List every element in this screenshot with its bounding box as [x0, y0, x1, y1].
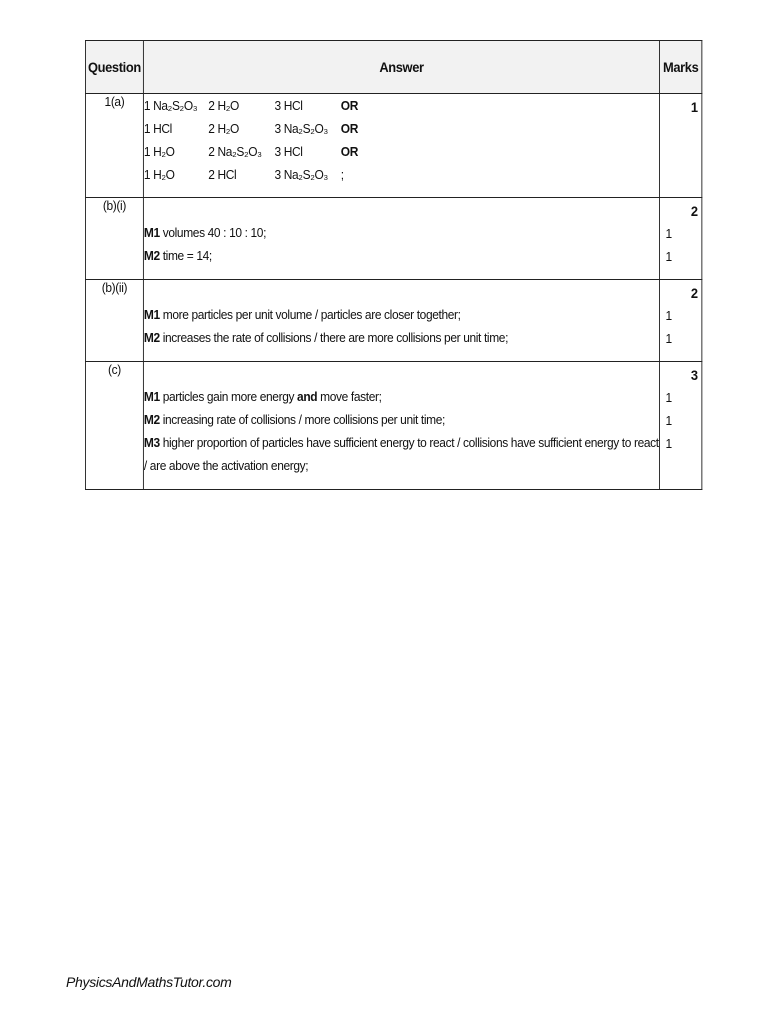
question-number: (b)(i) [85, 198, 143, 280]
point-mark: 1 [665, 436, 672, 451]
marking-point: M1 particles gain more energy and move faster; [143, 389, 382, 404]
question-column-header: Question [85, 41, 143, 94]
marking-point: M3 higher proportion of particles have sufficient energy to react / collisions have sufficient energy to react / are above the activation energy; [143, 435, 659, 473]
marks-column-header: Marks [660, 41, 702, 94]
question-number: (c) [85, 362, 143, 490]
total-marks: 1 [690, 99, 698, 115]
point-mark: 1 [665, 249, 672, 264]
table-row-1c [85, 362, 701, 490]
equation-option: 1 HCl 2 H₂O 3 Na₂S₂O₃ OR [143, 121, 358, 136]
total-marks: 2 [690, 203, 698, 219]
marking-point: M2 increases the rate of collisions / there are more collisions per unit time; [143, 330, 509, 345]
marks-cell [660, 94, 702, 198]
point-mark: 1 [665, 390, 672, 405]
answer-cell [143, 362, 659, 490]
marks-cell [660, 280, 702, 362]
point-mark: 1 [665, 308, 672, 323]
table-row-1a [85, 94, 701, 198]
mark-scheme-table [85, 40, 702, 490]
site-footer: PhysicsAndMathsTutor.com [66, 974, 232, 990]
answer-cell [143, 94, 659, 198]
answer-column-header: Answer [143, 41, 659, 94]
question-number: (b)(ii) [85, 280, 143, 362]
point-mark: 1 [665, 226, 672, 241]
marks-cell [660, 362, 702, 490]
equation-option: 1 H₂O 2 HCl 3 Na₂S₂O₃ ; [143, 167, 344, 182]
answer-cell [143, 280, 659, 362]
marking-point: M1 volumes 40 : 10 : 10; [143, 225, 267, 240]
table-header-row [85, 41, 701, 94]
table-row-1bii [85, 280, 701, 362]
total-marks: 2 [690, 285, 698, 301]
point-mark: 1 [665, 331, 672, 346]
total-marks: 3 [690, 367, 698, 383]
answer-cell [143, 198, 659, 280]
point-mark: 1 [665, 413, 672, 428]
marking-point: M2 time = 14; [143, 248, 212, 263]
equation-option: 1 H₂O 2 Na₂S₂O₃ 3 HCl OR [143, 144, 358, 159]
table-row-1bi [85, 198, 701, 280]
marking-point: M2 increasing rate of collisions / more collisions per unit time; [143, 412, 446, 427]
question-number: 1(a) [85, 94, 143, 198]
marks-cell [660, 198, 702, 280]
marking-point: M1 more particles per unit volume / particles are closer together; [143, 307, 461, 322]
equation-option: 1 Na₂S₂O₃ 2 H₂O 3 HCl OR [143, 98, 358, 113]
